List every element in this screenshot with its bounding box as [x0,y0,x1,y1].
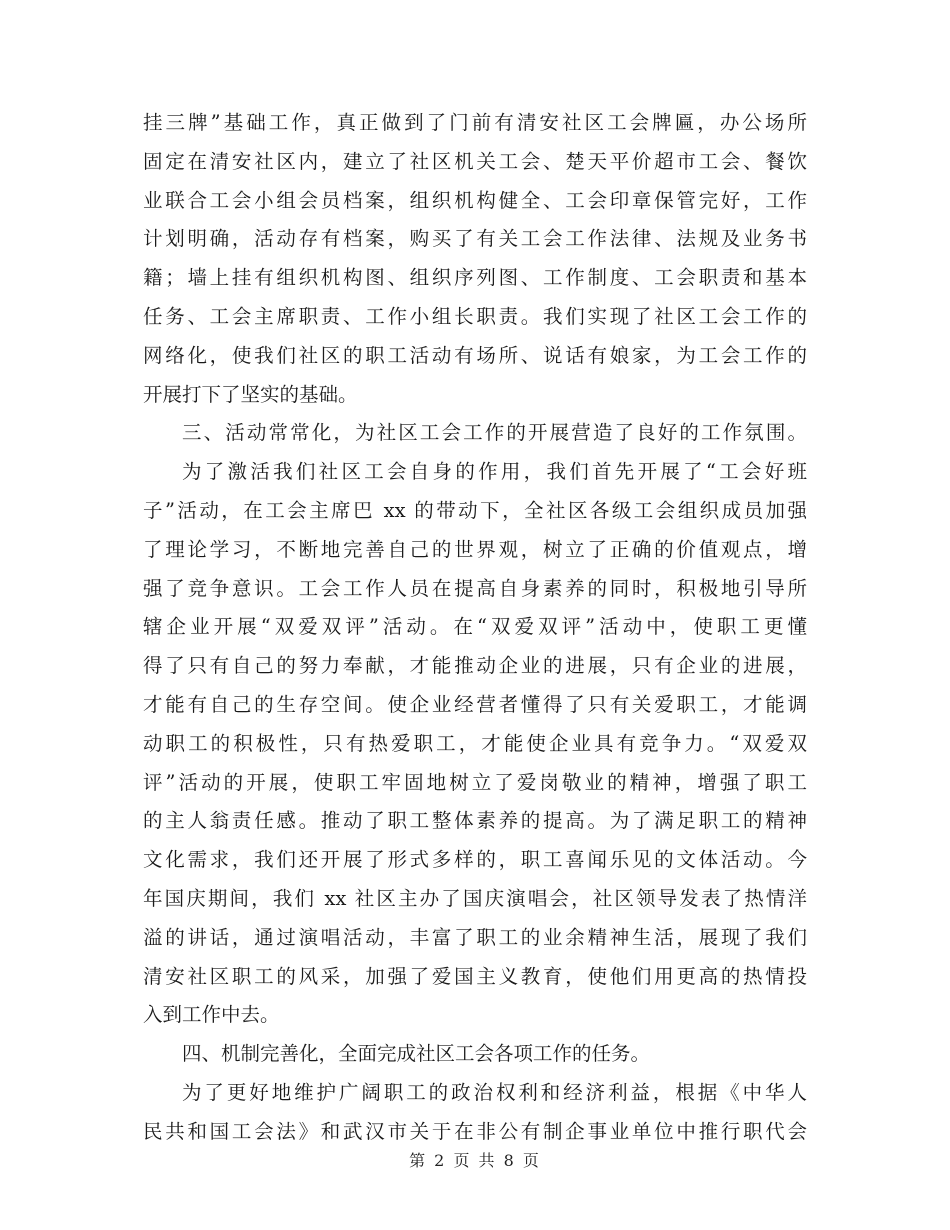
text-line: 开展打下了坚实的基础。 [143,382,358,406]
text-line: 动职工的积极性，只有热爱职工，才能使企业具有竞争力。“双爱双 [143,731,807,755]
text-line: 强了竞争意识。工会工作人员在提高自身素养的同时，积极地引导所 [143,576,807,600]
text-line: 清安社区职工的风采，加强了爱国主义教育，使他们用更高的热情投 [143,964,807,988]
text-line: 了理论学习，不断地完善自己的世界观，树立了正确的价值观点，增 [143,537,807,561]
text-line: 任务、工会主席职责、工作小组长职责。我们实现了社区工会工作的 [143,304,807,328]
text-line: 入到工作中去。 [143,1003,280,1027]
text-line: 计划明确，活动存有档案，购买了有关工会工作法律、法规及业务书 [143,227,807,251]
text-line: 籍；墙上挂有组织机构图、组织序列图、工作制度、工会职责和基本 [143,266,807,290]
text-line: 四、机制完善化，全面完成社区工会各项工作的任务。 [182,1042,651,1066]
text-line: 为了激活我们社区工会自身的作用，我们首先开展了“工会好班 [182,460,807,484]
text-line: 年国庆期间，我们 xx 社区主办了国庆演唱会，社区领导发表了热情洋 [143,886,807,910]
body-text [143,104,807,1152]
text-line: 溢的讲话，通过演唱活动，丰富了职工的业余精神生活，展现了我们 [143,925,807,949]
text-line: 才能有自己的生存空间。使企业经营者懂得了只有关爱职工，才能调 [143,692,807,716]
page-number-footer: 第 2 页 共 8 页 [409,1151,541,1170]
text-line: 网络化，使我们社区的职工活动有场所、说话有娘家，为工会工作的 [143,343,807,367]
text-line: 挂三牌”基础工作，真正做到了门前有清安社区工会牌匾，办公场所 [143,111,807,134]
text-line: 文化需求，我们还开展了形式多样的，职工喜闻乐见的文体活动。今 [143,848,807,872]
text-line: 的主人翁责任感。推动了职工整体素养的提高。为了满足职工的精神 [143,809,807,833]
text-line: 子”活动，在工会主席巴 xx 的带动下，全社区各级工会组织成员加强 [143,498,807,522]
text-line: 三、活动常常化，为社区工会工作的开展营造了良好的工作氛围。 [182,421,807,445]
text-line: 民共和国工会法》和武汉市关于在非公有制企事业单位中推行职代会 [143,1119,807,1143]
text-line: 辖企业开展“双爱双评”活动。在“双爱双评”活动中，使职工更懂 [143,615,807,639]
text-line: 为了更好地维护广阔职工的政治权利和经济利益，根据《中华人 [182,1080,807,1104]
text-line: 得了只有自己的努力奉献，才能推动企业的进展，只有企业的进展， [143,654,807,678]
text-line: 固定在清安社区内，建立了社区机关工会、楚天平价超市工会、餐饮 [143,149,807,173]
text-line: 评”活动的开展，使职工牢固地树立了爱岗敬业的精神，增强了职工 [143,770,807,794]
text-line: 业联合工会小组会员档案，组织机构健全、工会印章保管完好，工作 [143,188,807,212]
